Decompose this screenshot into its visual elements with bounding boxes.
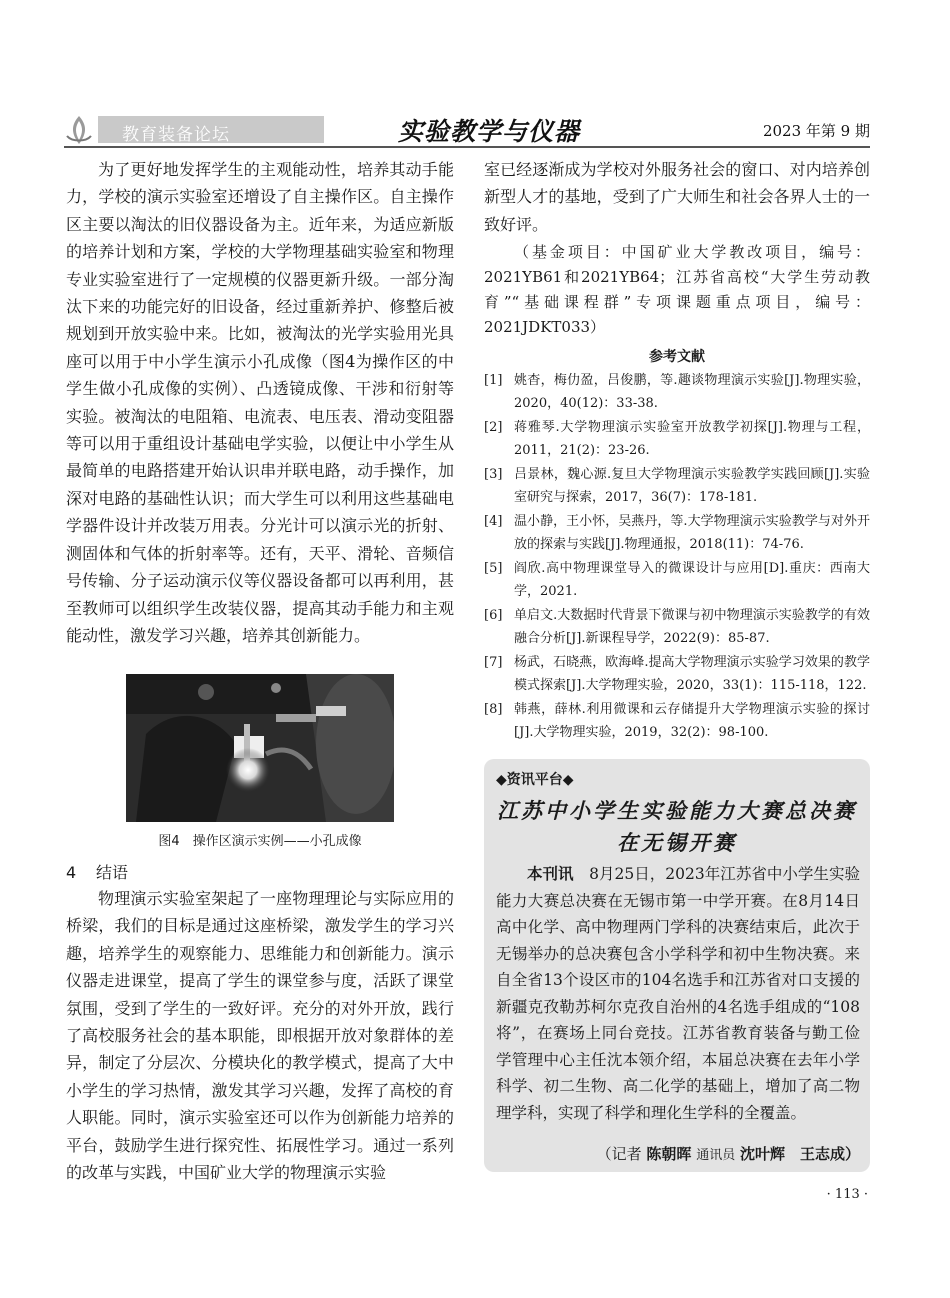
references-list [484,370,870,746]
references-title: 参考文献 [649,349,705,365]
figure-caption: 图4 操作区演示实例——小孔成像 [158,834,362,849]
reference-item: [3] 吕景林，魏心源.复旦大学物理演示实验教学实践回顾[J].实验室研究与探索，2017，36(7)：178-181. [484,467,870,505]
news-tag: ◆资讯平台◆ [496,772,574,788]
news-byline [597,1143,860,1164]
news-box [484,759,870,1172]
figure-photo [126,674,394,822]
news-text: 8月25日，2023年江苏省中小学生实验能力大赛总决赛在无锡市第一中学开赛。在8月14日高中化学、高中物理两门学科的决赛结束后，此次于无锡举办的总决赛包含小学科学和初中生物决赛。来自全省13个设区市的104名选手和江苏省对口支援的新疆克孜勒苏柯尔克孜自治州的4名选手组成的“108将”，在赛场上同台竞技。江苏省教育装备与勤工俭学管理中心主任沈本领介绍，本届总决赛在去年小学科学、初二生物、高二化学的基础上，增加了高二物理学科，实现了科学和理化生学科的全覆盖。 [496,865,860,1122]
left-column [66,156,454,649]
right-column [484,156,870,340]
header-divider [64,146,870,148]
reference-item: [5] 阎欣.高中物理课堂导入的微课设计与应用[D].重庆：西南大学，2021. [484,561,870,599]
page-number: · 113 · [826,1187,868,1202]
journal-logo-icon [64,114,94,146]
reference-item: [2] 蒋雅琴.大学物理演示实验室开放教学初探[J].物理与工程，2011，21(2)：23-26. [484,420,870,458]
reference-item: [1] 姚杳，梅仂盈，吕俊鹏，等.趣谈物理演示实验[J].物理实验，2020，40(12)：33-38. [484,373,870,411]
news-lead: 本刊讯 [527,865,574,883]
fund-note: （基金项目：中国矿业大学教改项目，编号：2021YB61和2021YB64；江苏省高校“大学生劳动教育”“基础课程群”专项课题重点项目，编号：2021JDKT033） [484,243,870,337]
news-body [496,861,860,1126]
reference-item: [4] 温小静，王小怀，吴燕丹，等.大学物理演示实验教学与对外开放的探索与实践[J].物理通报，2018(11)：74-76. [484,514,870,552]
correspondent-names: 沈叶辉 王志成） [739,1145,860,1163]
correspondent-role: 通讯员 [696,1148,736,1163]
body-paragraph: 为了更好地发挥学生的主观能动性，培养其动手能力，学校的演示实验室还增设了自主操作区。自主操作区主要以淘汰的旧仪器设备为主。近年来，为适应新版的培养计划和方案，学校的大学物理基础实验室和物理专业实验室进行了一定规模的仪器更新升级。一部分淘汰下来的功能完好的旧设备，经过重新养护、修整后被规划到开放实验中来。比如，被淘汰的光学实验用光具座可以用于中小学生演示小孔成像（图4为操作区的中学生做小孔成像的实例）、凸透镜成像、干涉和衍射等实验。被淘汰的电阻箱、电流表、电压表、滑动变阻器等可以用于重组设计基础电学实验，以便让中小学生从最简单的电路搭建开始认识串并联电路，动手操作，加深对电路的基础性认识；而大学生可以利用这些基础电学器件设计并改装万用表。分光计可以演示光的折射、测固体和气体的折射率等。还有，天平、滑轮、音频信号传输、分子运动演示仪等仪器设备都可以再利用，甚至教师可以组织学生改装仪器，提高其动手能力和主观能动性，激发学习兴趣，培养其创新能力。 [66,160,454,645]
section-title: 结语 [96,863,129,882]
reference-item: [6] 单启文.大数据时代背景下微课与初中物理演示实验教学的有效融合分析[J].新课程导学，2022(9)：85-87. [484,608,870,646]
section-number: 4 [66,863,77,882]
continuation-paragraph: 室已经逐渐成为学校对外服务社会的窗口、对内培养创新型人才的基地，受到了广大师生和社会各界人士的一致好评。 [484,160,870,234]
section-heading [66,860,128,883]
journal-title: 实验教学与仪器 [398,117,581,146]
conclusion-block [66,885,454,1186]
byline-open: （记者 [596,1145,642,1163]
news-title [484,795,870,859]
news-title-line1: 江苏中小学生实验能力大赛总决赛 [497,798,857,823]
issue-label: 2023 年第 9 期 [762,122,870,140]
reference-item: [7] 杨武，石晓燕，欧海峰.提高大学物理演示实验学习效果的教学模式探索[J].大学物理实验，2020，33(1)：115-118，122. [484,655,870,693]
conclusion-paragraph: 物理演示实验室架起了一座物理理论与实际应用的桥梁，我们的目标是通过这座桥梁，激发学生的学习兴趣，培养学生的观察能力、思维能力和创新能力。演示仪器走进课堂，提高了学生的课堂参与度，活跃了课堂氛围，受到了学生的一致好评。充分的对外开放，践行了高校服务社会的基本职能，即根据开放对象群体的差异，制定了分层次、分模块化的教学模式，提高了大中小学生的学习热情，激发其学习兴趣，发挥了高校的育人职能。同时，演示实验室还可以作为创新能力培养的平台，鼓励学生进行探究性、拓展性学习。通过一系列的改革与实践，中国矿业大学的物理演示实验 [66,889,454,1183]
section-name: 教育装备论坛 [122,125,230,145]
reference-item: [8] 韩燕，薛林.利用微课和云存储提升大学物理演示实验的探讨[J].大学物理实验，2019，32(2)：98-100. [484,702,870,740]
page-header [64,112,870,148]
section-band [98,116,324,143]
photo-pinhole-imaging [126,674,394,822]
news-title-line2: 在无锡开赛 [617,830,737,855]
reporter-name: 陈朝晖 [646,1145,692,1163]
